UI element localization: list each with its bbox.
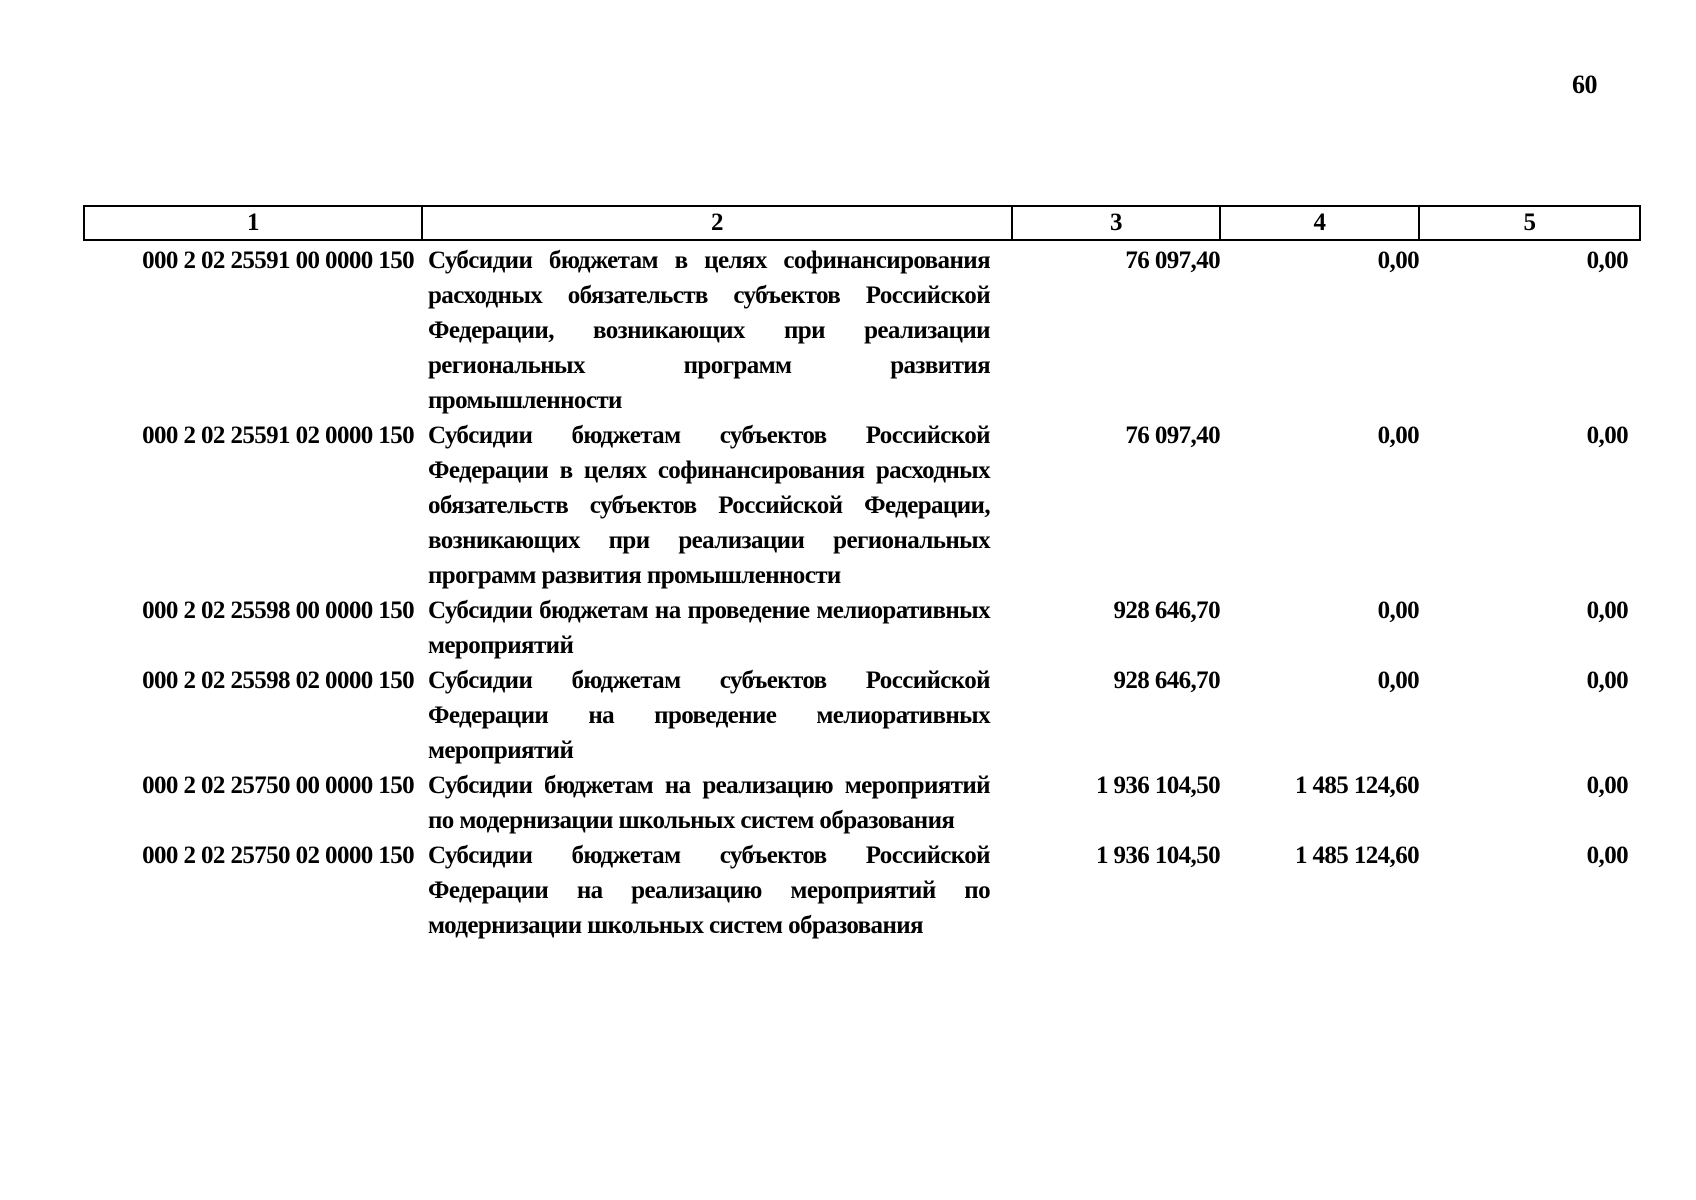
- table-header-row: [84, 206, 1640, 240]
- amount-col5: 0,00: [1586, 772, 1628, 799]
- amount-col5: 0,00: [1586, 247, 1628, 274]
- row-description: Субсидии бюджетам в целях софинансирования расходных обязательств субъектов Российской Федерации, возникающих при реализации региональных программ развития промышленности: [428, 247, 990, 414]
- amount-col4: 1 485 124,60: [1294, 842, 1419, 869]
- table-row: [84, 593, 1640, 663]
- amount-col4: 0,00: [1377, 422, 1419, 449]
- budget-code: 000 2 02 25591 00 0000 150: [142, 247, 414, 274]
- amount-col5: 0,00: [1586, 422, 1628, 449]
- amount-col3: 928 646,70: [1113, 597, 1220, 624]
- row-description: Субсидии бюджетам на реализацию мероприятий по модернизации школьных систем образования: [428, 772, 990, 834]
- budget-code: 000 2 02 25750 02 0000 150: [142, 842, 414, 869]
- budget-table: [83, 205, 1641, 943]
- column-header-4: 4: [1220, 206, 1419, 240]
- amount-col5: 0,00: [1586, 597, 1628, 624]
- amount-col3: 76 097,40: [1125, 422, 1220, 449]
- row-description: Субсидии бюджетам субъектов Российской Федерации на проведение мелиоративных мероприятий: [428, 667, 990, 764]
- table-row: [84, 663, 1640, 768]
- amount-col4: 1 485 124,60: [1294, 772, 1419, 799]
- column-header-1: 1: [84, 206, 422, 240]
- amount-col3: 76 097,40: [1125, 247, 1220, 274]
- table-row: [84, 240, 1640, 418]
- table-row: [84, 418, 1640, 593]
- row-description: Субсидии бюджетам субъектов Российской Федерации на реализацию мероприятий по модернизации школьных систем образования: [428, 842, 990, 939]
- column-header-3: 3: [1012, 206, 1220, 240]
- table-row: [84, 838, 1640, 943]
- amount-col4: 0,00: [1377, 667, 1419, 694]
- amount-col5: 0,00: [1586, 667, 1628, 694]
- amount-col5: 0,00: [1586, 842, 1628, 869]
- budget-code: 000 2 02 25750 00 0000 150: [142, 772, 414, 799]
- amount-col3: 1 936 104,50: [1095, 772, 1220, 799]
- table-row: [84, 768, 1640, 838]
- column-header-5: 5: [1419, 206, 1640, 240]
- budget-code: 000 2 02 25598 02 0000 150: [142, 667, 414, 694]
- row-description: Субсидии бюджетам субъектов Российской Федерации в целях софинансирования расходных обязательств субъектов Российской Федерации, возникающих при реализации региональных программ развития промышленности: [428, 422, 990, 589]
- amount-col4: 0,00: [1377, 597, 1419, 624]
- amount-col4: 0,00: [1377, 247, 1419, 274]
- budget-code: 000 2 02 25598 00 0000 150: [142, 597, 414, 624]
- column-header-2: 2: [422, 206, 1012, 240]
- amount-col3: 1 936 104,50: [1095, 842, 1220, 869]
- row-description: Субсидии бюджетам на проведение мелиоративных мероприятий: [428, 597, 990, 659]
- amount-col3: 928 646,70: [1113, 667, 1220, 694]
- page-number: 60: [1572, 70, 1597, 99]
- budget-code: 000 2 02 25591 02 0000 150: [142, 422, 414, 449]
